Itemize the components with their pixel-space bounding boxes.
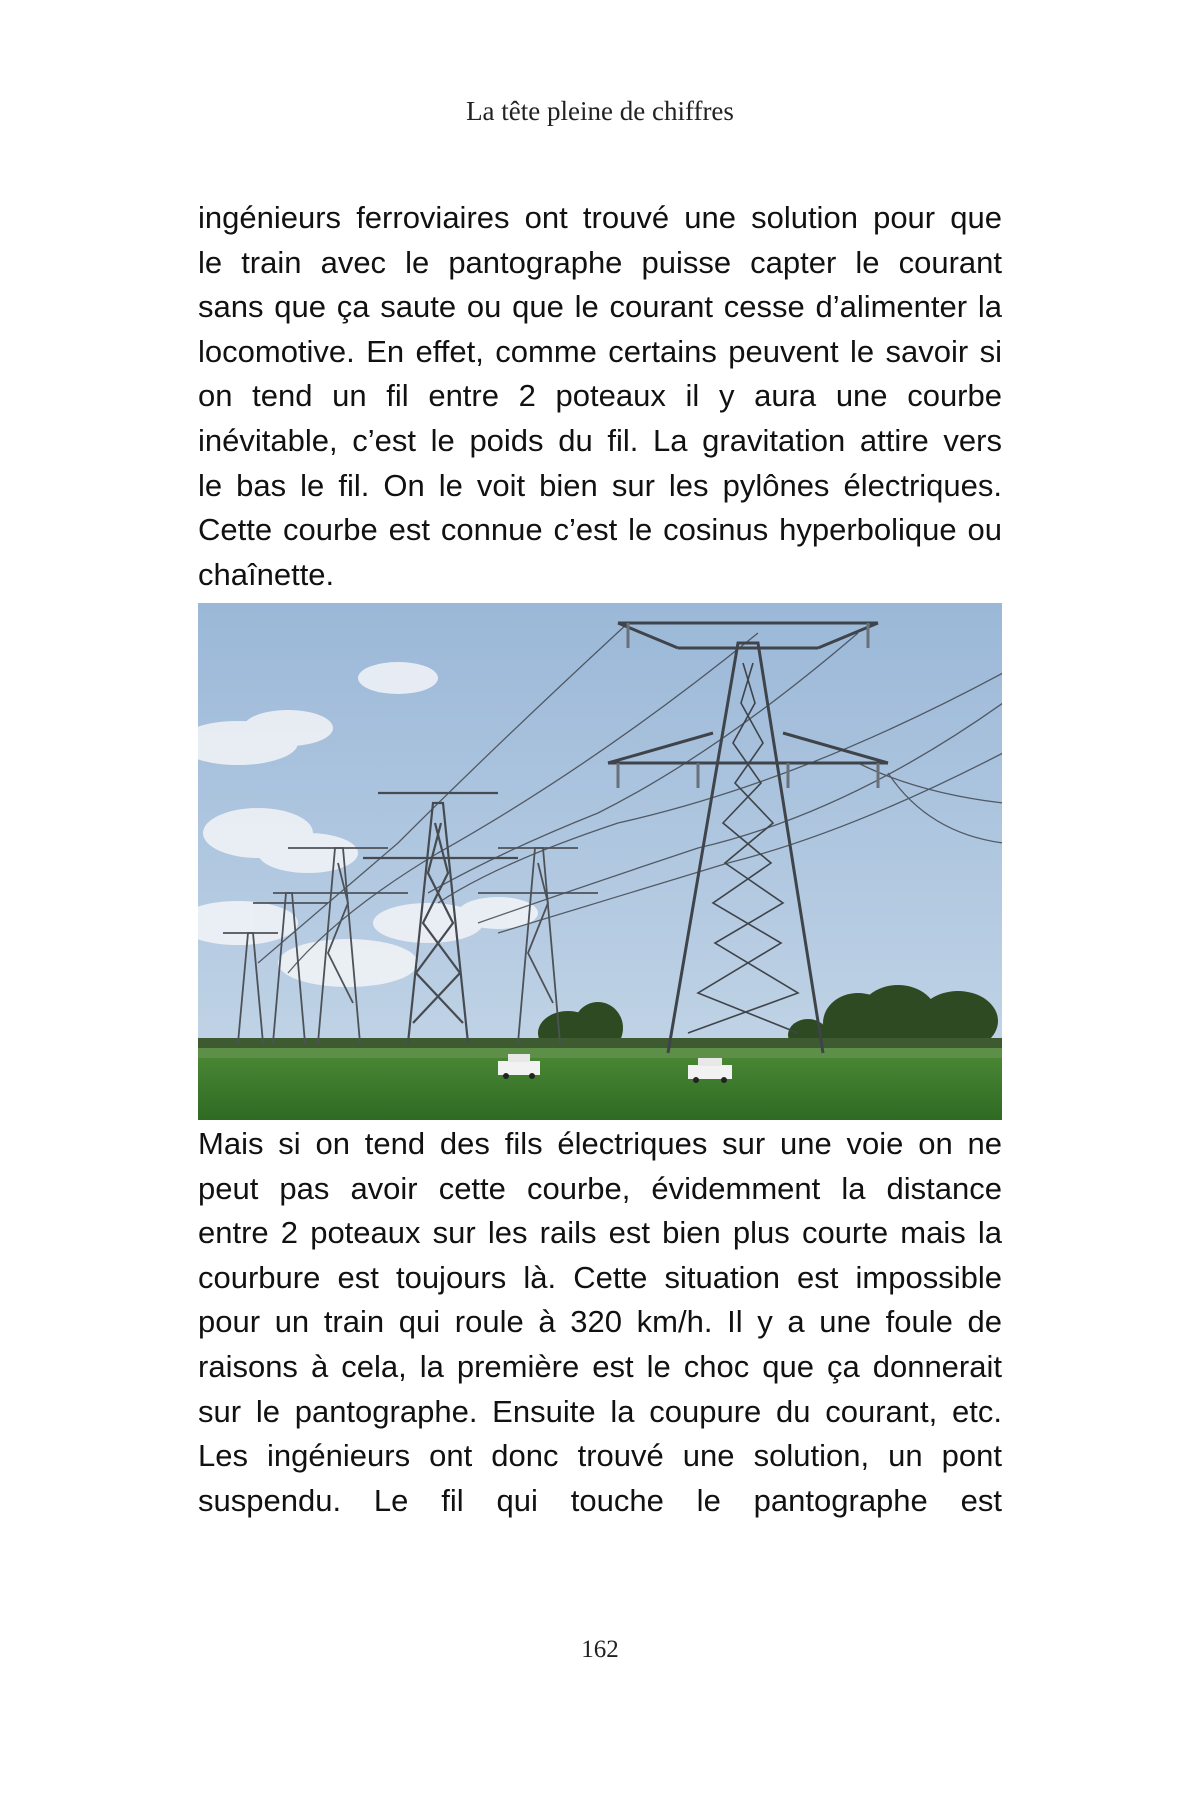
text-line: courbure est toujours là. Cette situation est impossible	[198, 1259, 1002, 1295]
pylons-photo	[198, 603, 1002, 1120]
page-number: 162	[581, 1636, 619, 1663]
text-line: entre 2 poteaux sur les rails est bien plus courte mais la	[198, 1215, 1002, 1251]
text-line: ingénieurs ferroviaires ont trouvé une solution pour que	[198, 200, 1002, 235]
text-line: chaînette.	[198, 556, 335, 592]
text-line: le train avec le pantographe puisse capter le courant	[198, 244, 1002, 280]
paragraph-1	[198, 196, 1002, 597]
text-line: Cette courbe est connue c’est le cosinus hyperbolique ou	[198, 512, 1002, 548]
text-line: locomotive. En effet, comme certains peuvent le savoir si	[198, 333, 1002, 369]
text-line: on tend un fil entre 2 poteaux il y aura une courbe	[198, 378, 1002, 414]
text-line: Mais si on tend des fils électriques sur une voie on ne	[198, 1126, 1002, 1161]
text-line: peut pas avoir cette courbe, évidemment la distance	[198, 1170, 1002, 1206]
text-line: le bas le fil. On le voit bien sur les pylônes électriques.	[198, 467, 1002, 503]
text-line: sans que ça saute ou que le courant cesse d’alimenter la	[198, 289, 1002, 325]
text-line: suspendu. Le fil qui touche le pantographe est	[198, 1482, 1002, 1518]
text-line: pour un train qui roule à 320 km/h. Il y a une foule de	[198, 1304, 1002, 1340]
text-line: sur le pantographe. Ensuite la coupure du courant, etc.	[198, 1393, 1002, 1429]
text-line: inévitable, c’est le poids du fil. La gravitation attire vers	[198, 422, 1002, 458]
running-header: La tête pleine de chiffres	[466, 96, 734, 126]
text-line: Les ingénieurs ont donc trouvé une solution, un pont	[198, 1438, 1002, 1474]
text-line: raisons à cela, la première est le choc que ça donnerait	[198, 1348, 1002, 1384]
paragraph-2	[198, 1122, 1002, 1523]
